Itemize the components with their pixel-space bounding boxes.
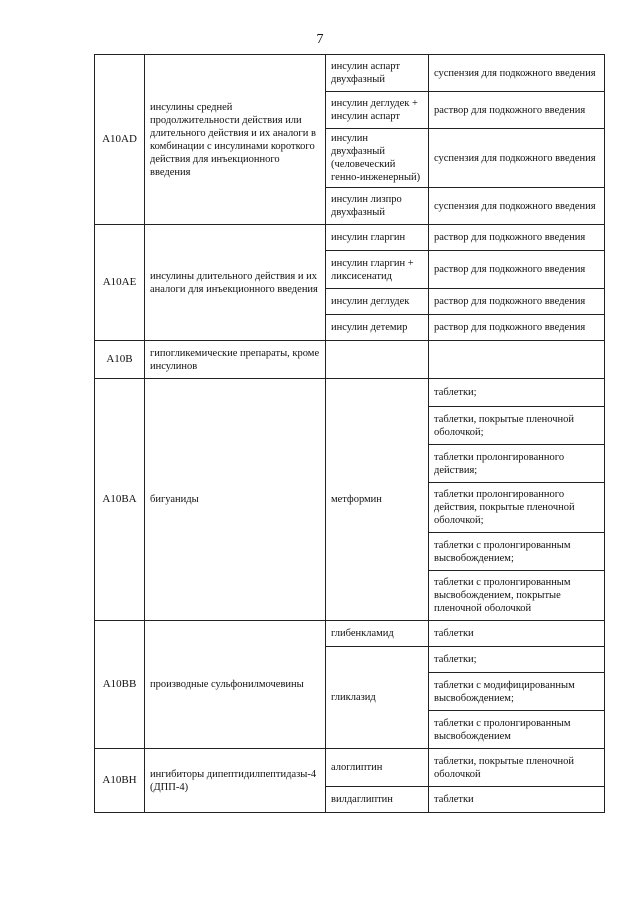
group-name: инсулины длительного действия и их аналоги для инъекционного введения [145, 225, 326, 341]
page-number: 7 [316, 32, 324, 47]
drug-name: инсулин деглудек [326, 289, 429, 315]
drug-name: метформин [326, 379, 429, 621]
table-row [95, 341, 605, 379]
table-row [95, 55, 605, 92]
group-name: ингибиторы дипептидилпептидазы-4 (ДПП-4) [145, 749, 326, 813]
drug-name: инсулин деглудек + инсулин аспарт [326, 92, 429, 129]
table-row [95, 749, 605, 787]
drug-table [94, 54, 605, 813]
dosage-form: раствор для подкожного введения [429, 251, 605, 289]
dosage-form: таблетки с пролонгированным высвобождением; [429, 533, 605, 571]
atc-code: A10B [95, 341, 145, 379]
drug-name: инсулин детемир [326, 315, 429, 341]
drug-name: инсулин лизпро двухфазный [326, 188, 429, 225]
group-name: бигуаниды [145, 379, 326, 621]
drug-name: инсулин гларгин + ликсисенатид [326, 251, 429, 289]
dosage-form: раствор для подкожного введения [429, 289, 605, 315]
drug-name: инсулин аспарт двухфазный [326, 55, 429, 92]
dosage-form: таблетки с пролонгированным высвобождением, покрытые пленочной оболочкой [429, 571, 605, 621]
atc-code: A10BA [95, 379, 145, 621]
dosage-form: таблетки пролонгированного действия; [429, 445, 605, 483]
drug-name: инсулин двухфазный (человеческий генно-инженерный) [326, 129, 429, 188]
drug-name: инсулин гларгин [326, 225, 429, 251]
dosage-form: суспензия для подкожного введения [429, 129, 605, 188]
dosage-form: таблетки пролонгированного действия, покрытые пленочной оболочкой; [429, 483, 605, 533]
dosage-form: суспензия для подкожного введения [429, 55, 605, 92]
dosage-form: таблетки, покрытые пленочной оболочкой [429, 749, 605, 787]
group-name: гипогликемические препараты, кроме инсулинов [145, 341, 326, 379]
dosage-form: таблетки [429, 787, 605, 813]
drug-name: вилдаглиптин [326, 787, 429, 813]
drug-name-empty [326, 341, 429, 379]
dosage-form: таблетки [429, 621, 605, 647]
table-row [95, 379, 605, 407]
dosage-form: таблетки; [429, 379, 605, 407]
drug-name: алоглиптин [326, 749, 429, 787]
group-name: инсулины средней продолжительности действия или длительного действия и их аналоги в комбинации с инсулинами короткого действия для инъекционного введения [145, 55, 326, 225]
dosage-form: таблетки с модифицированным высвобождением; [429, 673, 605, 711]
dosage-form: таблетки; [429, 647, 605, 673]
dosage-form: суспензия для подкожного введения [429, 188, 605, 225]
drug-name: гликлазид [326, 647, 429, 749]
atc-code: A10AE [95, 225, 145, 341]
dosage-form-empty [429, 341, 605, 379]
atc-code: A10AD [95, 55, 145, 225]
drug-name: глибенкламид [326, 621, 429, 647]
dosage-form: таблетки, покрытые пленочной оболочкой; [429, 407, 605, 445]
atc-code: A10BB [95, 621, 145, 749]
dosage-form: раствор для подкожного введения [429, 92, 605, 129]
dosage-form: раствор для подкожного введения [429, 225, 605, 251]
table-row [95, 225, 605, 251]
group-name: производные сульфонилмочевины [145, 621, 326, 749]
dosage-form: раствор для подкожного введения [429, 315, 605, 341]
dosage-form: таблетки с пролонгированным высвобождением [429, 711, 605, 749]
atc-code: A10BH [95, 749, 145, 813]
table-row [95, 621, 605, 647]
